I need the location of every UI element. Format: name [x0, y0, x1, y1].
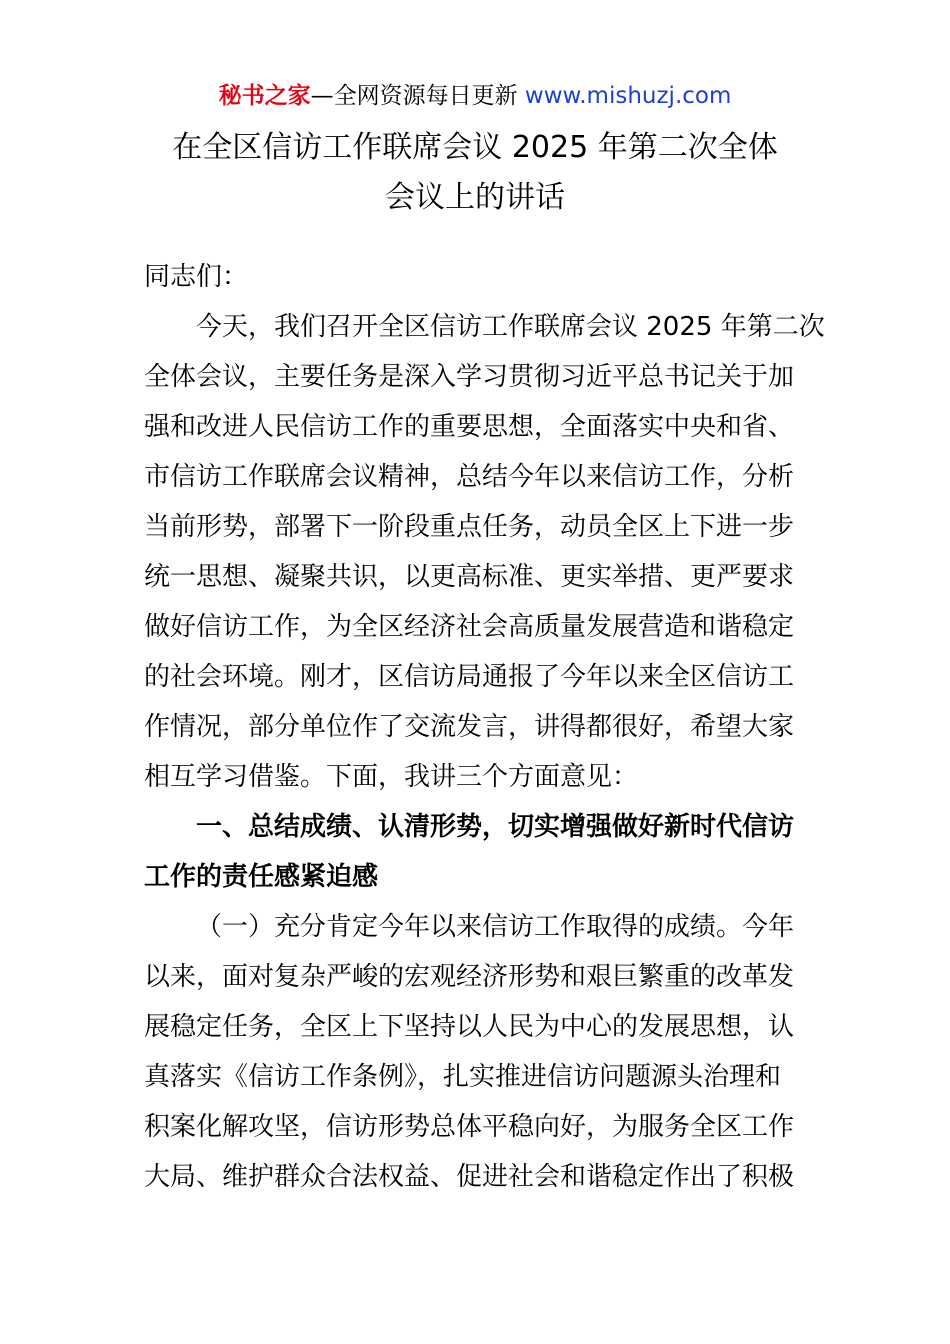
site-url-link[interactable]: www.mishuzj.com	[524, 83, 732, 109]
paragraph-line: 的社会环境。刚才，区信访局通报了今年以来全区信访工	[144, 662, 795, 692]
header-tagline: —全网资源每日更新	[310, 83, 525, 109]
paragraph-line: 展稳定任务，全区上下坚持以人民为中心的发展思想，认	[144, 1012, 795, 1042]
paragraph-line: 积案化解攻坚，信访形势总体平稳向好，为服务全区工作	[144, 1112, 795, 1142]
paragraph-line: 今天，我们召开全区信访工作联席会议 2025 年第二次	[196, 312, 825, 342]
paragraph-line: 做好信访工作，为全区经济社会高质量发展营造和谐稳定	[144, 612, 795, 642]
paragraph-line: 真落实《信访工作条例》，扎实推进信访问题源头治理和	[144, 1062, 782, 1092]
paragraph-line: 统一思想、凝聚共识，以更高标准、更实举措、更严要求	[144, 562, 795, 592]
brand-name: 秘书之家	[218, 83, 311, 109]
paragraph-line: 当前形势，部署下一阶段重点任务，动员全区上下进一步	[144, 512, 795, 542]
paragraph-line: 强和改进人民信访工作的重要思想，全面落实中央和省、	[144, 412, 795, 442]
paragraph-line: 大局、维护群众合法权益、促进社会和谐稳定作出了积极	[144, 1162, 795, 1192]
site-header	[0, 80, 950, 112]
paragraph-line: 作情况，部分单位作了交流发言，讲得都很好，希望大家	[144, 712, 795, 742]
subsection-line: （一）充分肯定今年以来信访工作取得的成绩。今年	[196, 912, 795, 942]
salutation: 同志们：	[144, 262, 249, 292]
document-body	[144, 252, 825, 1202]
paragraph-line: 市信访工作联席会议精神，总结今年以来信访工作，分析	[144, 462, 795, 492]
section-heading: 一、总结成绩、认清形势，切实增强做好新时代信访	[196, 812, 795, 842]
paragraph-line: 以来，面对复杂严峻的宏观经济形势和艰巨繁重的改革发	[144, 962, 795, 992]
document-title-line-2: 会议上的讲话	[385, 180, 565, 215]
paragraph-line: 相互学习借鉴。下面，我讲三个方面意见：	[144, 762, 639, 792]
paragraph-line: 全体会议，主要任务是深入学习贯彻习近平总书记关于加	[144, 362, 795, 392]
document-title-line-1: 在全区信访工作联席会议 2025 年第二次全体	[172, 130, 778, 165]
section-heading-continued: 工作的责任感紧迫感	[144, 862, 379, 892]
